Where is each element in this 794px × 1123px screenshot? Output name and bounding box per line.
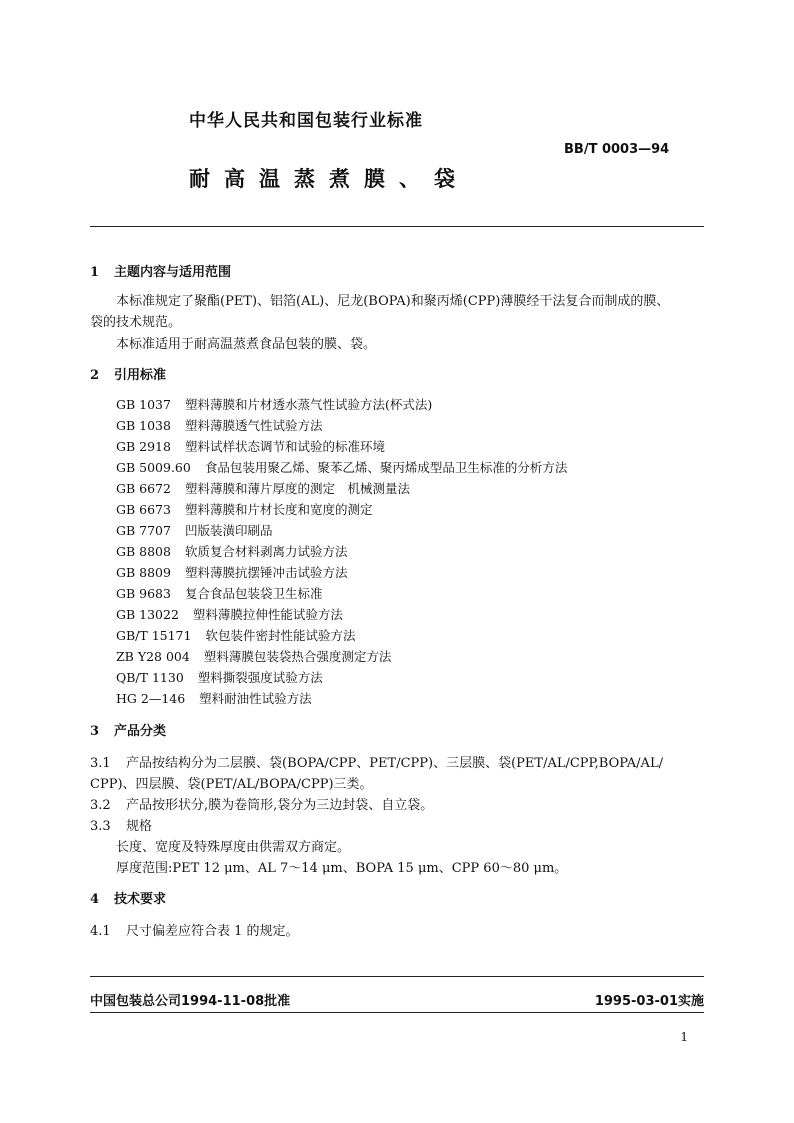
reference-title: 食品包装用聚乙烯、聚苯乙烯、聚丙烯成型品卫生标准的分析方法 — [204, 460, 568, 475]
section-1-heading — [90, 261, 231, 280]
section-2-heading — [90, 364, 166, 383]
reference-item — [116, 584, 322, 602]
reference-code: GB 8808 — [116, 544, 171, 559]
document-title: 耐高温蒸煮膜、袋 — [189, 166, 469, 191]
reference-item — [116, 605, 343, 623]
reference-code: GB 13022 — [116, 607, 179, 622]
clause-text: 规格 — [126, 819, 153, 834]
reference-title: 复合食品包装袋卫生标准 — [184, 586, 323, 601]
issuing-authority: 中华人民共和国包装行业标准 — [189, 111, 423, 131]
reference-title: 塑料薄膜透气性试验方法 — [184, 418, 323, 433]
reference-item — [116, 563, 347, 581]
paragraph: 袋的技术规范。 — [90, 315, 182, 330]
reference-item — [116, 500, 372, 518]
reference-title: 塑料薄膜拉伸性能试验方法 — [192, 607, 343, 622]
reference-title: 塑料薄膜和片材透水蒸气性试验方法(杯式法) — [184, 397, 433, 412]
clause-number: 3.1 — [90, 756, 111, 771]
reference-item — [116, 689, 312, 707]
section-number: 2 — [90, 368, 100, 383]
reference-code: GB/T 15171 — [116, 628, 192, 643]
section-4-heading — [90, 888, 166, 907]
section-title: 主题内容与适用范围 — [114, 265, 232, 280]
reference-item — [116, 395, 432, 413]
clause-3-3 — [90, 815, 152, 834]
section-number: 4 — [90, 892, 100, 907]
reference-code: GB 8809 — [116, 565, 171, 580]
reference-code: GB 2918 — [116, 439, 171, 454]
clause-number: 3.2 — [90, 798, 111, 813]
reference-item — [116, 647, 391, 665]
reference-code: GB 1037 — [116, 397, 171, 412]
clause-4-1 — [90, 920, 299, 939]
clause-number: 4.1 — [90, 924, 111, 939]
reference-title: 凹版装潢印刷品 — [184, 523, 273, 538]
header-divider — [90, 226, 704, 227]
reference-title: 软包装件密封性能试验方法 — [205, 628, 356, 643]
approval-date: 中国包装总公司1994-11-08批准 — [90, 994, 291, 1009]
section-number: 1 — [90, 265, 100, 280]
clause-text: 产品按结构分为二层膜、袋(BOPA/CPP、PET/CPP)、三层膜、袋(PET/AL/CPP,BOPA/AL/ — [126, 756, 663, 771]
reference-item — [116, 479, 410, 497]
paragraph: CPP)、四层膜、袋(PET/AL/BOPA/CPP)三类。 — [90, 777, 373, 792]
footer-divider — [90, 976, 704, 977]
reference-item — [116, 668, 323, 686]
clause-3-1 — [90, 752, 663, 771]
paragraph: 本标准规定了聚酯(PET)、铝箔(AL)、尼龙(BOPA)和聚丙烯(CPP)薄膜经干法复合而制成的膜、 — [116, 294, 670, 309]
reference-title: 塑料耐油性试验方法 — [199, 691, 312, 706]
reference-item — [116, 416, 322, 434]
reference-title: 塑料薄膜和薄片厚度的测定 机械测量法 — [184, 481, 410, 496]
reference-title: 塑料撕裂强度试验方法 — [197, 670, 323, 685]
reference-item — [116, 437, 385, 455]
reference-code: GB 9683 — [116, 586, 171, 601]
page-number: 1 — [680, 1030, 688, 1044]
clause-text: 产品按形状分,膜为卷筒形,袋分为三边封袋、自立袋。 — [126, 798, 434, 813]
reference-title: 塑料试样状态调节和试验的标准环境 — [184, 439, 385, 454]
reference-code: GB 1038 — [116, 418, 171, 433]
reference-code: HG 2—146 — [116, 691, 186, 706]
reference-title: 塑料薄膜包装袋热合强度测定方法 — [203, 649, 392, 664]
clause-3-2 — [90, 794, 433, 813]
reference-code: GB 5009.60 — [116, 460, 191, 475]
paragraph: 本标准适用于耐高温蒸煮食品包装的膜、袋。 — [116, 337, 377, 352]
reference-title: 塑料薄膜抗摆锤冲击试验方法 — [184, 565, 348, 580]
reference-code: GB 6673 — [116, 502, 171, 517]
reference-item — [116, 542, 347, 560]
section-title: 技术要求 — [114, 892, 167, 907]
clause-number: 3.3 — [90, 819, 111, 834]
effective-date: 1995-03-01实施 — [594, 994, 704, 1009]
reference-item — [116, 521, 272, 539]
reference-title: 塑料薄膜和片材长度和宽度的测定 — [184, 502, 373, 517]
reference-item — [116, 458, 567, 476]
reference-code: ZB Y28 004 — [116, 649, 190, 664]
paragraph: 厚度范围:PET 12 μm、AL 7～14 μm、BOPA 15 μm、CPP 60～80 μm。 — [116, 861, 568, 876]
section-number: 3 — [90, 724, 100, 739]
reference-code: GB 7707 — [116, 523, 171, 538]
reference-title: 软质复合材料剥离力试验方法 — [184, 544, 348, 559]
section-title: 产品分类 — [114, 724, 167, 739]
reference-item — [116, 626, 355, 644]
paragraph: 长度、宽度及特殊厚度由供需双方商定。 — [116, 840, 351, 855]
section-3-heading — [90, 720, 166, 739]
standard-code: BB/T 0003—94 — [564, 142, 670, 157]
reference-code: QB/T 1130 — [116, 670, 184, 685]
clause-text: 尺寸偏差应符合表 1 的规定。 — [126, 924, 299, 939]
reference-code: GB 6672 — [116, 481, 171, 496]
footer-bottom-divider — [90, 1012, 704, 1013]
section-title: 引用标准 — [114, 368, 167, 383]
